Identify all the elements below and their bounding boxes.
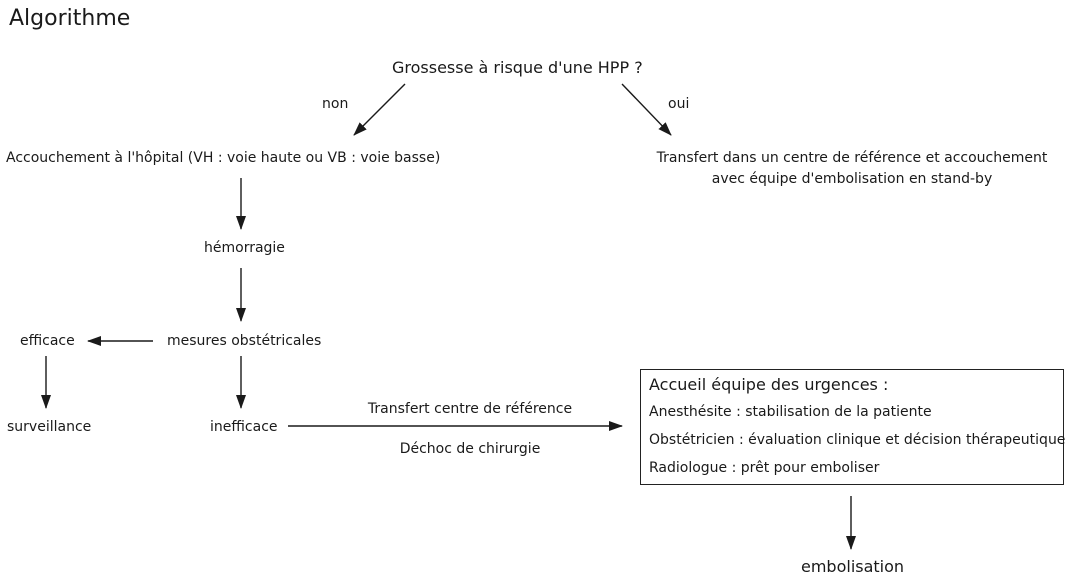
question-node: Grossesse à risque d'une HPP ? — [392, 58, 643, 77]
emergency-box-item: Anesthésite : stabilisation de la patiente — [649, 404, 932, 420]
branch-label-oui: oui — [668, 96, 690, 112]
arrow-non — [354, 84, 405, 135]
referral-transfer-line1: Transfert dans un centre de référence et accouchement — [656, 150, 1048, 166]
page-title: Algorithme — [9, 6, 131, 31]
surgery-shock-label: Déchoc de chirurgie — [399, 441, 541, 457]
branch-label-non: non — [322, 96, 349, 112]
monitoring-node: surveillance — [7, 419, 92, 435]
embolization-node: embolisation — [801, 557, 905, 576]
hospital-delivery-node: Accouchement à l'hôpital (VH : voie haute ou VB : voie basse) — [6, 150, 441, 166]
effective-node: efficace — [20, 333, 75, 349]
arrow-oui — [622, 84, 671, 135]
emergency-box-heading: Accueil équipe des urgences : — [649, 375, 889, 394]
hemorrhage-node: hémorragie — [204, 240, 285, 256]
transfer-label: Transfert centre de référence — [367, 401, 573, 417]
ineffective-node: inefficace — [210, 419, 278, 435]
referral-transfer-line2: avec équipe d'embolisation en stand-by — [711, 171, 993, 187]
obstetric-measures-node: mesures obstétricales — [167, 333, 322, 349]
emergency-team-box — [640, 369, 1064, 485]
emergency-box-item: Obstétricien : évaluation clinique et décision thérapeutique — [649, 432, 1066, 448]
emergency-box-item: Radiologue : prêt pour emboliser — [649, 460, 880, 476]
